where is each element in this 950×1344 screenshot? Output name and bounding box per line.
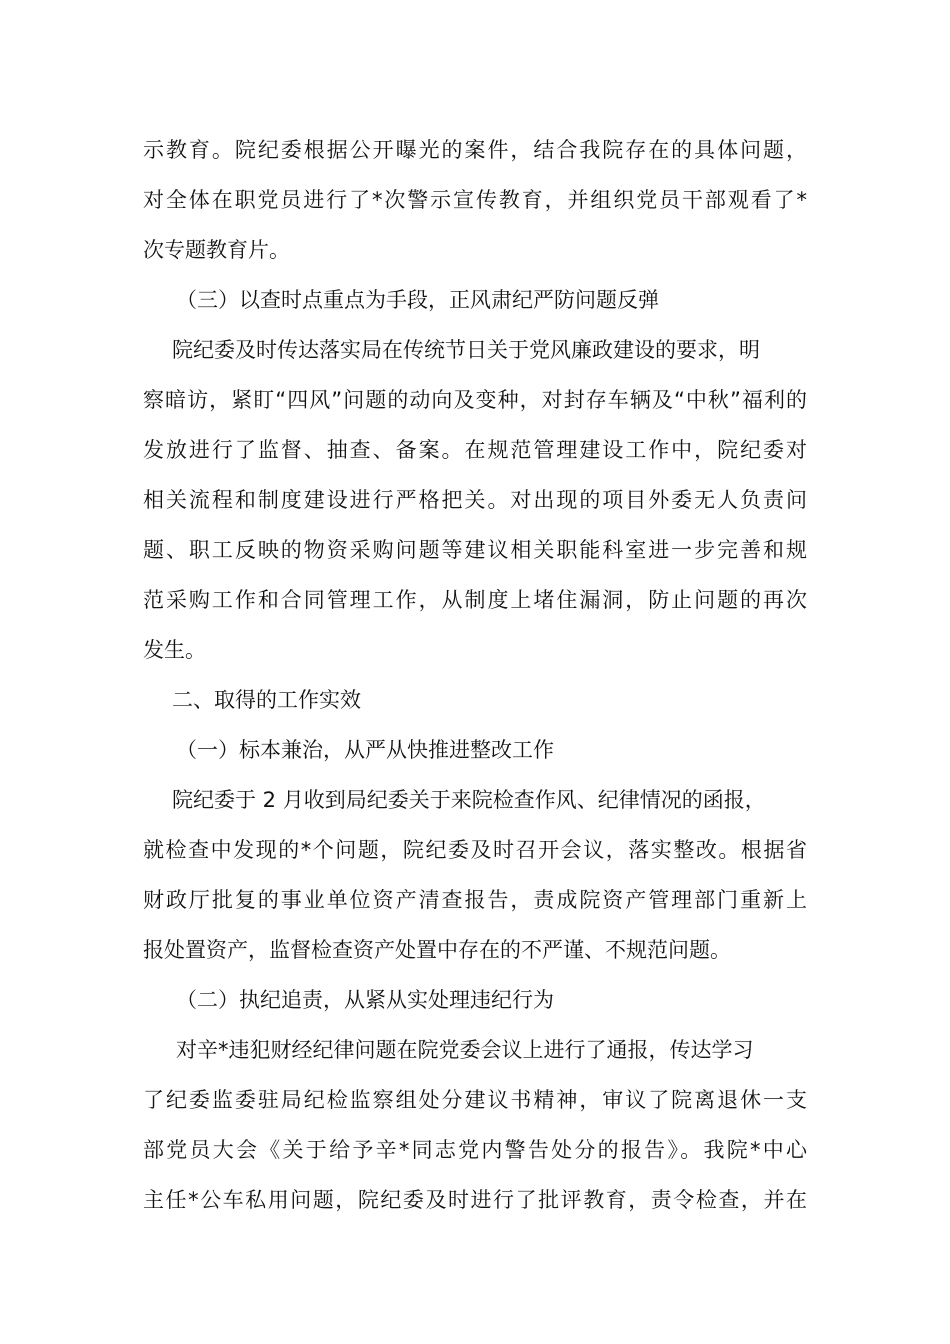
body-line: 就检查中发现的*个问题，院纪委及时召开会议，落实整改。根据省 bbox=[143, 838, 807, 862]
paragraph-first-line: 院纪委及时传达落实局在传统节日关于党风廉政建设的要求，明 bbox=[172, 338, 760, 362]
body-line: 财政厅批复的事业单位资产清查报告，责成院资产管理部门重新上 bbox=[143, 888, 807, 912]
body-line: 题、职工反映的物资采购问题等建议相关职能科室进一步完善和规 bbox=[143, 538, 807, 562]
body-line: 察暗访，紧盯“四风”问题的动向及变种，对封存车辆及“中秋”福利的 bbox=[143, 388, 807, 412]
body-line: 发放进行了监督、抽查、备案。在规范管理建设工作中，院纪委对 bbox=[143, 438, 807, 462]
body-line: 部党员大会《关于给予辛*同志党内警告处分的报告》。我院*中心 bbox=[143, 1138, 807, 1162]
body-line: 报处置资产，监督检查资产处置中存在的不严谨、不规范问题。 bbox=[143, 938, 731, 962]
body-line: 了纪委监委驻局纪检监察组处分建议书精神，审议了院离退休一支 bbox=[143, 1088, 807, 1112]
section-heading: （一）标本兼治，从严从快推进整改工作 bbox=[176, 738, 554, 762]
chapter-heading: 二、取得的工作实效 bbox=[172, 688, 361, 712]
body-line: 范采购工作和合同管理工作，从制度上堵住漏洞，防止问题的再次 bbox=[143, 588, 807, 612]
section-heading: （三）以查时点重点为手段，正风肃纪严防问题反弹 bbox=[176, 288, 659, 312]
body-line: 示教育。院纪委根据公开曝光的案件，结合我院存在的具体问题， bbox=[143, 138, 807, 162]
body-line: 对全体在职党员进行了*次警示宣传教育，并组织党员干部观看了* bbox=[143, 188, 807, 212]
section-heading: （二）执纪追责，从紧从实处理违纪行为 bbox=[176, 988, 554, 1012]
paragraph-first-line: 院纪委于 2 月收到局纪委关于来院检查作风、纪律情况的函报， bbox=[172, 788, 766, 812]
body-line: 发生。 bbox=[143, 638, 206, 662]
paragraph-first-line: 对辛*违犯财经纪律问题在院党委会议上进行了通报，传达学习 bbox=[176, 1038, 754, 1062]
body-line: 相关流程和制度建设进行严格把关。对出现的项目外委无人负责问 bbox=[143, 488, 807, 512]
body-line: 次专题教育片。 bbox=[143, 238, 290, 262]
body-line: 主任*公车私用问题，院纪委及时进行了批评教育，责令检查，并在 bbox=[143, 1188, 807, 1212]
